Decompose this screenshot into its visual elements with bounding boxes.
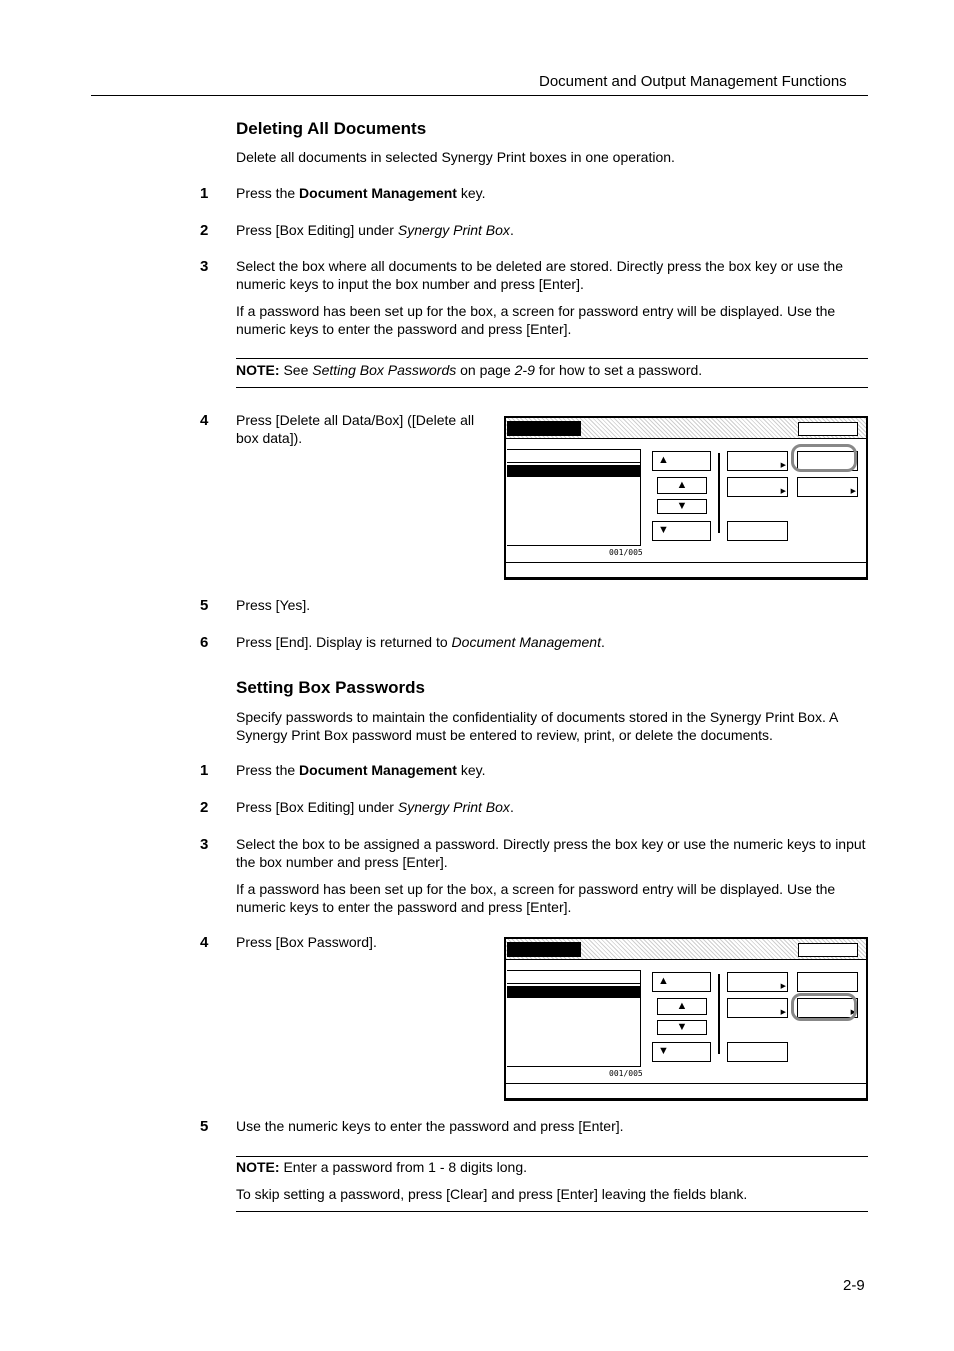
edit-button-2 bbox=[727, 998, 788, 1018]
scroll-down-button bbox=[657, 499, 707, 514]
box-list bbox=[507, 449, 641, 546]
step-extra-text: If a password has been set up for the box, a screen for password entry will be displayed. Use the numeric keys to enter the password and press [Enter]. bbox=[236, 881, 836, 915]
note-extra: To skip setting a password, press [Clear] and press [Enter] leaving the fields blank. bbox=[236, 1186, 748, 1202]
box-password-button bbox=[797, 477, 858, 497]
step-text: Press [Box Editing] under Synergy Print Box. bbox=[236, 799, 514, 815]
box-list bbox=[507, 970, 641, 1067]
list-header bbox=[507, 449, 640, 463]
edit-button-2 bbox=[727, 477, 788, 497]
arrow-right-icon: ▶ bbox=[780, 462, 786, 469]
scroll-bottom-button bbox=[652, 521, 711, 541]
screen-illustration-password bbox=[504, 937, 868, 1101]
list-selected-item bbox=[507, 986, 640, 998]
down-icon: ▼ bbox=[658, 524, 669, 536]
step-number: 3 bbox=[200, 258, 209, 275]
note-rule-bottom bbox=[236, 387, 868, 388]
arrow-right-icon: ▶ bbox=[850, 1009, 856, 1016]
screen-end-button bbox=[798, 943, 858, 957]
note-rule-top bbox=[236, 1156, 868, 1157]
arrow-right-icon: ▶ bbox=[850, 488, 856, 495]
step-text: Select the box where all documents to be deleted are stored. Directly press the box key or use the numeric keys to input the box number and press [Enter]. bbox=[236, 258, 843, 292]
note: NOTE: See Setting Box Passwords on page 2-9 for how to set a password. bbox=[236, 362, 703, 378]
step-text: Press [Box Password]. bbox=[236, 934, 377, 950]
step-text: Press the Document Management key. bbox=[236, 185, 486, 201]
down-icon: ▼ bbox=[676, 1021, 688, 1033]
step-text: Select the box to be assigned a password. Directly press the box key or use the numeric keys to input the box number and press [Enter]. bbox=[236, 836, 866, 870]
step-number: 1 bbox=[200, 762, 209, 779]
section-heading-passwords: Setting Box Passwords bbox=[236, 678, 425, 697]
screen-status-bar bbox=[506, 562, 866, 578]
up-icon: ▲ bbox=[676, 1000, 688, 1012]
note: NOTE: Enter a password from 1 - 8 digits long. bbox=[236, 1159, 528, 1175]
screen-title-block bbox=[507, 942, 581, 957]
step-number: 2 bbox=[200, 222, 209, 239]
step-text: Press the Document Management key. bbox=[236, 762, 486, 778]
scroll-down-button bbox=[657, 1020, 707, 1035]
down-icon: ▼ bbox=[658, 1045, 669, 1057]
highlight-ring bbox=[791, 993, 857, 1021]
list-header bbox=[507, 970, 640, 984]
note-rule-bottom bbox=[236, 1211, 868, 1212]
header-rule bbox=[91, 95, 868, 96]
page-number: 2-9 bbox=[843, 1277, 865, 1294]
step-number: 1 bbox=[200, 185, 209, 202]
step-text: Press [Delete all Data/Box] ([Delete all box data]). bbox=[236, 412, 475, 446]
arrow-right-icon: ▶ bbox=[780, 983, 786, 990]
screen-illustration-delete bbox=[504, 416, 868, 580]
highlight-ring bbox=[791, 444, 857, 472]
page-counter: 001/005 bbox=[609, 1069, 643, 1078]
step-number: 3 bbox=[200, 836, 209, 853]
step-number: 5 bbox=[200, 1118, 209, 1135]
step-extra-text: If a password has been set up for the box, a screen for password entry will be displayed. Use the numeric keys to enter the password and press [Enter]. bbox=[236, 303, 836, 337]
screen-end-button bbox=[798, 422, 858, 436]
scroll-bottom-button bbox=[652, 1042, 711, 1062]
page-counter: 001/005 bbox=[609, 548, 643, 557]
step-number: 2 bbox=[200, 799, 209, 816]
edit-button bbox=[727, 972, 788, 992]
step-number: 5 bbox=[200, 597, 209, 614]
screen-status-bar bbox=[506, 1083, 866, 1099]
arrow-right-icon: ▶ bbox=[780, 1009, 786, 1016]
step-text: Press [End]. Display is returned to Document Management. bbox=[236, 634, 605, 650]
up-icon: ▲ bbox=[658, 454, 669, 466]
running-header: Document and Output Management Functions bbox=[539, 73, 847, 90]
up-icon: ▲ bbox=[676, 479, 688, 491]
step-text: Use the numeric keys to enter the password and press [Enter]. bbox=[236, 1118, 624, 1134]
scroll-up-button bbox=[657, 998, 707, 1015]
screen-title-block bbox=[507, 421, 581, 436]
step-text: Press [Yes]. bbox=[236, 597, 311, 613]
section-intro: Delete all documents in selected Synergy Print boxes in one operation. bbox=[236, 149, 675, 165]
list-selected-item bbox=[507, 465, 640, 477]
scroll-top-button bbox=[652, 451, 711, 471]
up-icon: ▲ bbox=[658, 975, 669, 987]
divider bbox=[718, 453, 720, 533]
scroll-top-button bbox=[652, 972, 711, 992]
detail-button bbox=[727, 521, 788, 541]
step-number: 6 bbox=[200, 634, 209, 651]
divider bbox=[718, 974, 720, 1054]
section-intro: Specify passwords to maintain the confidentiality of documents stored in the Synergy Print Box. A Synergy Print Box password must be entered to review, print, or delete the documents. bbox=[236, 709, 838, 743]
note-rule-top bbox=[236, 358, 868, 359]
arrow-right-icon: ▶ bbox=[780, 488, 786, 495]
scroll-up-button bbox=[657, 477, 707, 494]
step-number: 4 bbox=[200, 412, 209, 429]
step-text: Press [Box Editing] under Synergy Print Box. bbox=[236, 222, 514, 238]
delete-all-data-button bbox=[797, 972, 858, 992]
detail-button bbox=[727, 1042, 788, 1062]
edit-button bbox=[727, 451, 788, 471]
step-number: 4 bbox=[200, 934, 209, 951]
down-icon: ▼ bbox=[676, 500, 688, 512]
section-heading-deleting: Deleting All Documents bbox=[236, 119, 427, 138]
